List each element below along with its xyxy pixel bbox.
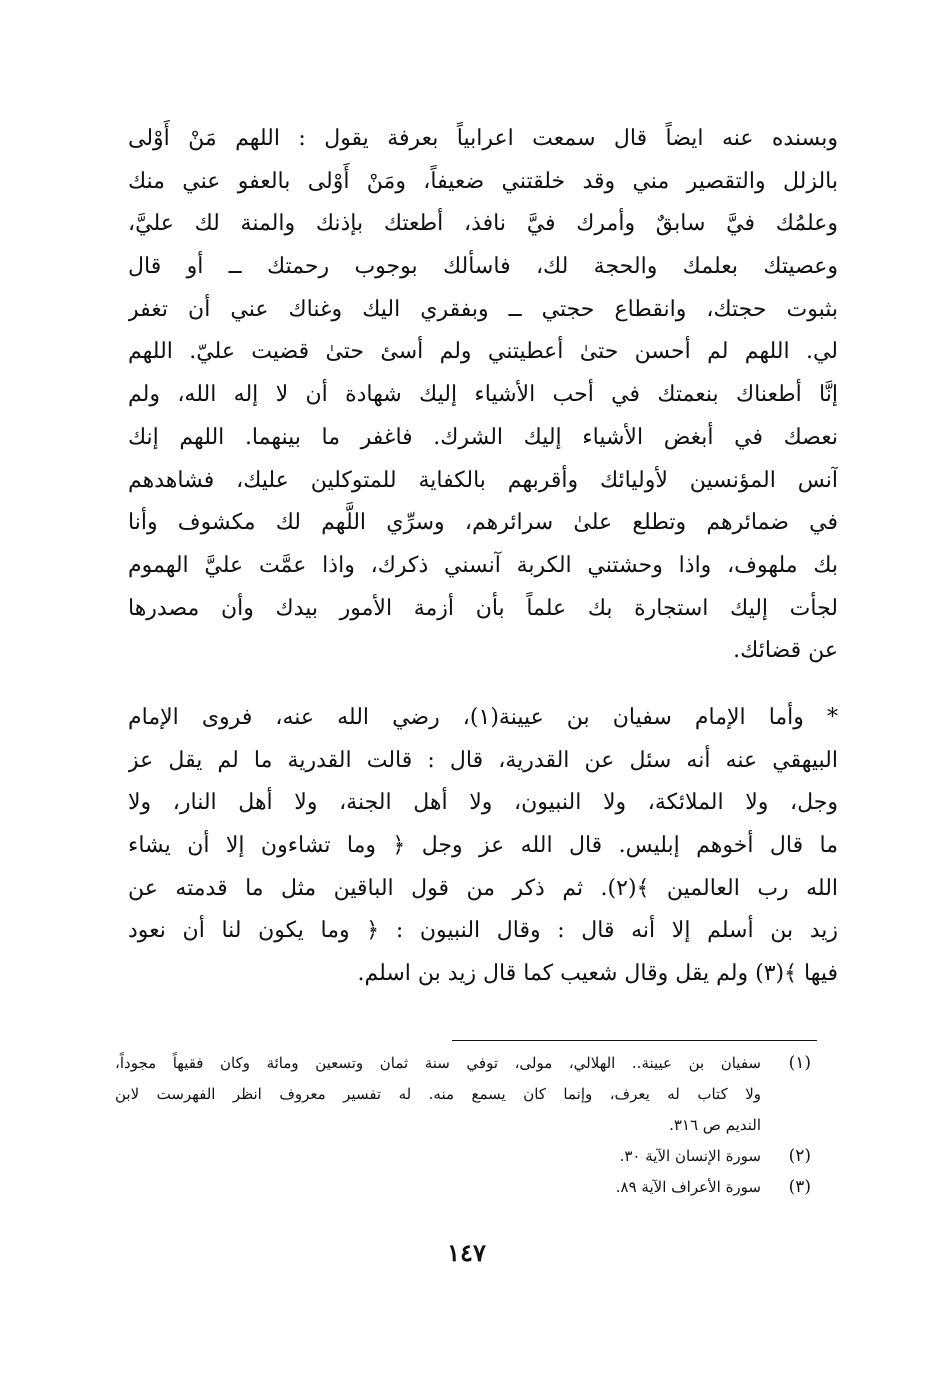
- text-line: ما قال أخوهم إبليس. قال الله عز وجل ﴿ وما تشاءون إلا أن يشاء: [128, 833, 838, 858]
- footnote-line: سورة الإنسان الآية ٣٠.: [619, 1147, 761, 1165]
- text-line: بالزلل والتقصير مني وقد خلقتني ضعيفاً، ومَنْ أَوْلى بالعفو عني منك: [128, 168, 838, 194]
- footnote-divider: [452, 1040, 817, 1041]
- footnote-line: سفيان بن عيينة.. الهلالي، مولى، توفي سنة ثمان وتسعين ومائة وكان فقيهاً مجوداً،: [115, 1054, 761, 1072]
- text-line: بك ملهوف، واذا وحشتني الكربة آنسني ذكرك، واذا عمَّت عليَّ الهموم: [128, 552, 838, 578]
- paragraph-spacer: [128, 673, 838, 697]
- text-line: بثبوت حجتك، وانقطاع حجتي ــ وبفقري اليك وغناك عني أن تغفر: [128, 296, 838, 322]
- footnote-number: (٣): [788, 1177, 811, 1197]
- text-line: * وأما الإمام سفيان بن عيينة(١)، رضي الله عنه، فروى الإمام: [128, 704, 838, 730]
- text-line: وعلمُك فيَّ سابقٌ وأمرك فيَّ نافذ، أطعتك بإذنك والمنة لك عليَّ،: [128, 211, 838, 237]
- text-line: آنس المؤنسين لأوليائك وأقربهم بالكفاية للمتوكلين عليك، فشاهدهم: [128, 467, 838, 493]
- text-line: الله رب العالمين ﴾(٢). ثم ذكر من قول الباقين مثل ما قدمته عن: [128, 875, 838, 901]
- footnote-number: (٢): [788, 1146, 811, 1166]
- footnote-2: [115, 1141, 817, 1172]
- text-line: لي. اللهم لم أحسن حتىٰ أعطيتني ولم أسئ حتىٰ قضيت عليّ. اللهم: [128, 339, 838, 365]
- text-line: إنَّا أطعناك بنعمتك في أحب الأشياء إليك شهادة أن لا إله الله، ولم: [128, 382, 838, 408]
- footnote-1: [115, 1048, 817, 1141]
- paragraph-supplication: [128, 118, 838, 673]
- text-line: البيهقي عنه أنه سئل عن القدرية، قال : قالت القدرية ما لم يقل عز: [128, 747, 838, 773]
- footnote-number: (١): [788, 1053, 811, 1073]
- page-number: ١٤٧: [447, 1238, 486, 1267]
- text-line: وعصيتك بعلمك والحجة لك، فاسألك بوجوب رحمتك ــ أو قال: [128, 254, 838, 280]
- main-text: [128, 118, 838, 996]
- text-line: فيها ﴾(٣) ولم يقل وقال شعيب كما قال زيد بن اسلم.: [357, 961, 838, 987]
- text-line: وبسنده عنه ايضاً قال سمعت اعرابياً بعرفة يقول : اللهم مَنْ أَوْلى: [128, 126, 838, 151]
- footnote-line: سورة الأعراف الآية ٨٩.: [615, 1178, 761, 1196]
- text-line: زيد بن أسلم إلا أنه قال : وقال النبيون : ﴿ وما يكون لنا أن نعود: [128, 918, 838, 944]
- text-line: لجأت إليك استجارة بك علماً بأن أزمة الأمور بيدك وأن مصدرها: [128, 595, 838, 621]
- footnote-line: ولا كتاب له يعرف، وإنما كان يسمع منه. له تفسير معروف انظر الفهرست لابن: [115, 1085, 761, 1103]
- text-line: وجل، ولا الملائكة، ولا النبيون، ولا أهل الجنة، ولا أهل النار، ولا: [128, 790, 838, 816]
- text-line: عن قضائك.: [733, 638, 838, 664]
- text-line: نعصك في أبغض الأشياء إليك الشرك. فاغفر ما بينهما. اللهم إنك: [128, 424, 838, 450]
- footnote-line: النديم ص ٣١٦.: [669, 1116, 761, 1134]
- text-line: في ضمائرهم وتطلع علىٰ سرائرهم، وسرِّي اللَّهم لك مكشوف وأنا: [128, 510, 838, 536]
- footnote-3: [115, 1172, 817, 1203]
- footnotes: [115, 1048, 817, 1203]
- paragraph-sufyan: [128, 697, 838, 996]
